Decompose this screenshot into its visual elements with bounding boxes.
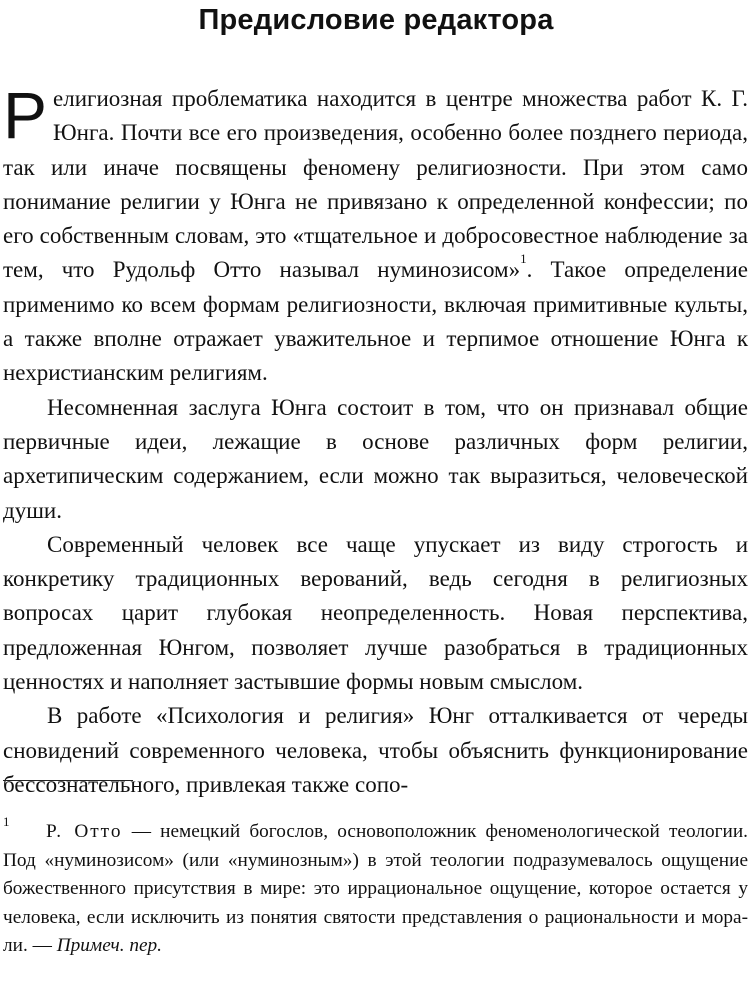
translator-note: Примеч. пер. <box>56 935 162 957</box>
footnote-text <box>3 818 748 961</box>
footnote-divider <box>3 780 133 781</box>
footnote <box>3 814 748 961</box>
drop-cap: Р <box>3 78 48 152</box>
footnote-number: 1 <box>3 814 10 829</box>
paragraph-4: В работе «Психология и религия» Юнг отталкивается от череды сновидений современного человека, чтобы объяснить функционирование бессознательного, привлекая также сопо- <box>3 703 748 797</box>
footnote-reference[interactable]: 1 <box>520 251 527 267</box>
paragraph-1-text-a: елигиозная проблематика находится в центре множества работ К. Г. Юнга. Почти все его произведения, особенно более позднего периода, так или иначе посвящены феномену религиозности. При этом само понимание религии у Юнга не привязано к определенной конфессии; по его собственным словам, это «тщательное и добросовестное наблюдение за тем, что Рудольф Отто называл нуминозисом» <box>3 86 748 283</box>
main-text <box>3 78 748 802</box>
footnote-author: Р. Отто <box>46 821 123 842</box>
paragraph-2: Несомненная заслуга Юнга состоит в том, что он признавал общие первичные идеи, лежащие в основе различных форм религии, архетипическим содержанием, если можно так выразиться, человеческой души. <box>3 394 748 523</box>
page-title: Предисловие редактора <box>198 4 554 36</box>
paragraph-3: Современный человек все чаще упускает из виду строгость и конкретику традиционных верований, ведь сегодня в религиозных вопросах царит глубокая неопределенность. Новая перспектива, предложенная Юнгом, позволяет лучше разобраться в традиционных ценностях и наполняет застывшие формы новым смыслом. <box>3 531 748 695</box>
footnote-body: — немецкий богослов, основоположник феноменологической теологии. Под «нуминозисом» (или «нуминозным») в этой теологии подразумевалось ощущение божественного присутствия в мире: это иррациональное ощущение, которое остается у человека, если исключить из понятия святости представления о рациональности и морали. — <box>3 821 748 957</box>
paragraph-1 <box>3 78 748 391</box>
paragraph-1-text-b: . Такое определение применимо ко всем формам религиозности, включая примитивные культы, а также вполне отражает уважительное и терпимое отношение Юнга к нехристианским религиям. <box>3 257 748 386</box>
